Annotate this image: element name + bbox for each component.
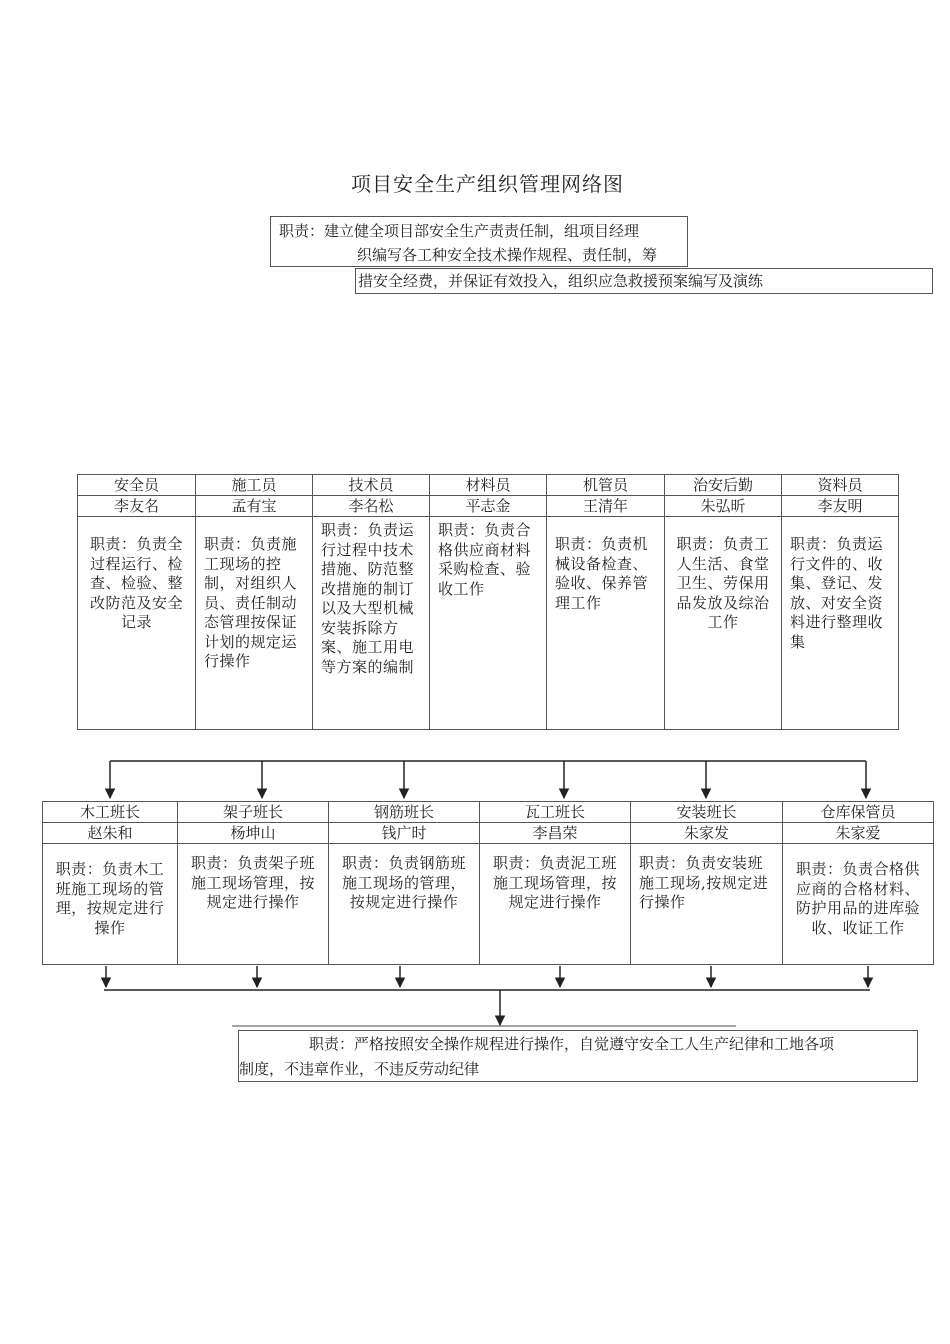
leader-role: 木工班长 (43, 802, 178, 823)
staff-role: 施工员 (196, 475, 313, 496)
manager-duty-line2: 织编写各工种安全技术操作规程、责任制，筹 (357, 246, 658, 264)
leader-duty: 职责：负责钢筋班施工现场的管理，按规定进行操作 (329, 844, 480, 965)
staff-duty: 职责：负责施工现场的控制，对组织人员、责任制动态管理按保证计划的规定运行操作 (196, 517, 313, 730)
leader-name-row (43, 823, 934, 844)
staff-duty: 职责：负责运行过程中技术措施、防范整改措施的制订以及大型机械安装拆除方案、施工用电等方案的编制 (313, 517, 430, 730)
staff-role: 技术员 (313, 475, 430, 496)
workers-duty-line2: 制度，不违章作业，不违反劳动纪律 (239, 1060, 480, 1078)
leader-role: 安装班长 (631, 802, 783, 823)
leader-name: 李昌荣 (480, 823, 631, 844)
page-title: 项目安全生产组织管理网络图 (351, 172, 624, 196)
leader-name: 杨坤山 (178, 823, 329, 844)
leader-role: 架子班长 (178, 802, 329, 823)
staff-role: 材料员 (430, 475, 547, 496)
leader-role: 钢筋班长 (329, 802, 480, 823)
leader-role: 瓦工班长 (480, 802, 631, 823)
leader-duty: 职责：负责安装班施工现场,按规定进行操作 (631, 844, 783, 965)
staff-name: 李友名 (78, 496, 196, 517)
leader-role-row (43, 802, 934, 823)
leader-duty-row (43, 844, 934, 965)
staff-role: 机管员 (547, 475, 665, 496)
staff-role: 安全员 (78, 475, 196, 496)
staff-role: 资料员 (782, 475, 899, 496)
staff-name: 孟有宝 (196, 496, 313, 517)
leader-role: 仓库保管员 (783, 802, 934, 823)
staff-name: 平志金 (430, 496, 547, 517)
leader-name: 钱广时 (329, 823, 480, 844)
workers-duty-line1: 职责：严格按照安全操作规程进行操作，自觉遵守安全工人生产纪律和工地各项 (309, 1035, 835, 1053)
staff-name: 李名松 (313, 496, 430, 517)
leader-duty: 职责：负责架子班施工现场管理，按规定进行操作 (178, 844, 329, 965)
staff-duty: 职责：负责全过程运行、检查、检验、整改防范及安全记录 (78, 517, 196, 730)
staff-duty: 职责：负责机械设备检查、验收、保养管理工作 (547, 517, 665, 730)
staff-duty: 职责：负责工人生活、食堂卫生、劳保用品发放及综治工作 (665, 517, 782, 730)
manager-duty-line3: 措安全经费，并保证有效投入，组织应急救援预案编写及演练 (358, 272, 764, 290)
staff-name: 朱弘昕 (665, 496, 782, 517)
leader-duty: 职责：负责木工班施工现场的管理，按规定进行操作 (43, 844, 178, 965)
workers-duty-box (238, 1030, 918, 1082)
staff-name: 李友明 (782, 496, 899, 517)
staff-duty: 职责：负责合格供应商材料采购检查、验收工作 (430, 517, 547, 730)
leader-duty: 职责：负责合格供应商的合格材料、防护用品的进库验收、收证工作 (783, 844, 934, 965)
staff-role: 治安后勤 (665, 475, 782, 496)
staff-duty: 职责：负责运行文件的、收集、登记、发放、对安全资料进行整理收集 (782, 517, 899, 730)
leader-name: 朱家爱 (783, 823, 934, 844)
team-leader-table (42, 801, 934, 965)
leader-name: 赵朱和 (43, 823, 178, 844)
leader-duty: 职责：负责泥工班施工现场管理，按规定进行操作 (480, 844, 631, 965)
staff-name: 王清年 (547, 496, 665, 517)
leader-name: 朱家发 (631, 823, 783, 844)
manager-duty-line1: 职责：建立健全项目部安全生产责责任制，组项目经理 (279, 222, 640, 240)
